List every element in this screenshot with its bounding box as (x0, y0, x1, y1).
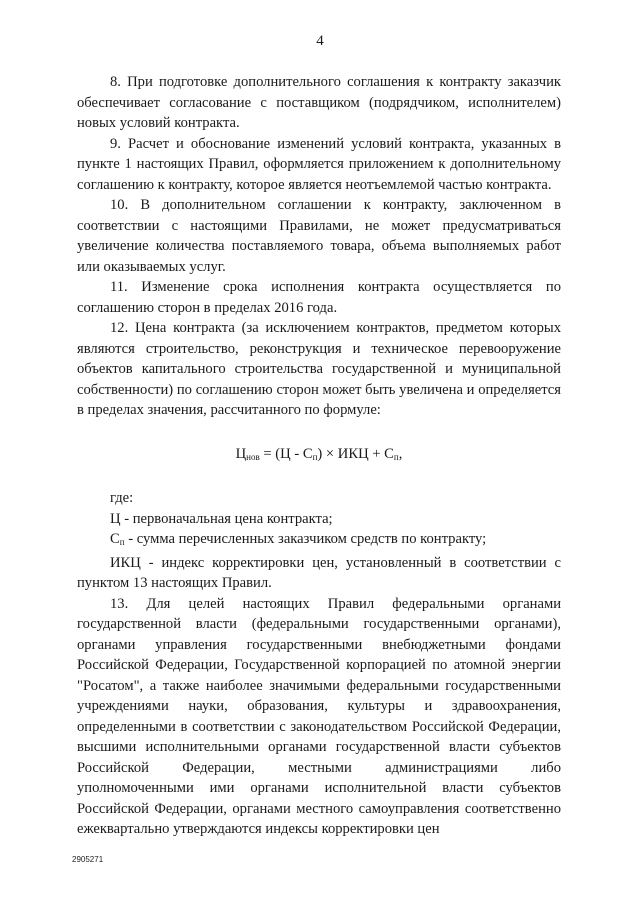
definition-paid-amount: $С_п$ - сумма перечисленных заказчиком средств по контракту; (110, 531, 487, 547)
paragraph-11: 11. Изменение срока исполнения контракта осуществляется по соглашению сторон в пределах 2016 года. (77, 279, 561, 316)
definition-initial-price: Ц - первоначальная цена контракта; (110, 510, 333, 527)
paragraph-12: 12. Цена контракта (за исключением контрактов, предметом которых являются строительство, реконструкция и техническое перевооружение объектов капитального строительства государственной и муниципальной собственности) по соглашению сторон может быть увеличена и определяется в пределах значения, рассчитанного по формуле: (77, 320, 561, 418)
paragraph-13: 13. Для целей настоящих Правил федеральными органами государственной власти (федеральными государственными органами), органами управления государственными внебюджетными фондами Российской Федерации, Государственной корпорацией по атомной энергии "Росатом", а также наиболее значимыми федеральными государственными учреждениями науки, образования, культуры и здравоохранения, определенными в соответствии с законодательством Российской Федерации, высшими исполнительными органами государственной власти субъектов Российской Федерации, местными администрациями либо уполномоченными ими органами исполнительной власти субъектов Российской Федерации, органами местного самоуправления соответственно ежеквартально утверждаются индексы корректировки цен (77, 595, 561, 837)
where-label: где: (110, 490, 134, 506)
document-body (77, 72, 561, 840)
paragraph-8: 8. При подготовке дополнительного соглашения к контракту заказчик обеспечивает согласование с поставщиком (подрядчиком, исполнителем) новых условий контракта. (77, 74, 561, 131)
price-formula: $Ц_{нов} = (Ц - С_п)$ × ИКЦ + $С_п$, (235, 445, 403, 462)
definition-price-index: ИКЦ - индекс корректировки цен, установленный в соответствии с пунктом 13 настоящих Правил. (77, 554, 561, 591)
document-code: 2905271 (72, 855, 104, 864)
paragraph-10: 10. В дополнительном соглашении к контракту, заключенном в соответствии с настоящими Правилами, не может предусматриваться увеличение количества поставляемого товара, объема выполняемых работ или оказываемых услуг. (77, 197, 561, 275)
paragraph-9: 9. Расчет и обоснование изменений условий контракта, указанных в пункте 1 настоящих Правил, оформляется приложением к дополнительному соглашению к контракту, которое является неотъемлемой частью контракта. (77, 135, 561, 193)
page-number: 4 (316, 33, 324, 49)
